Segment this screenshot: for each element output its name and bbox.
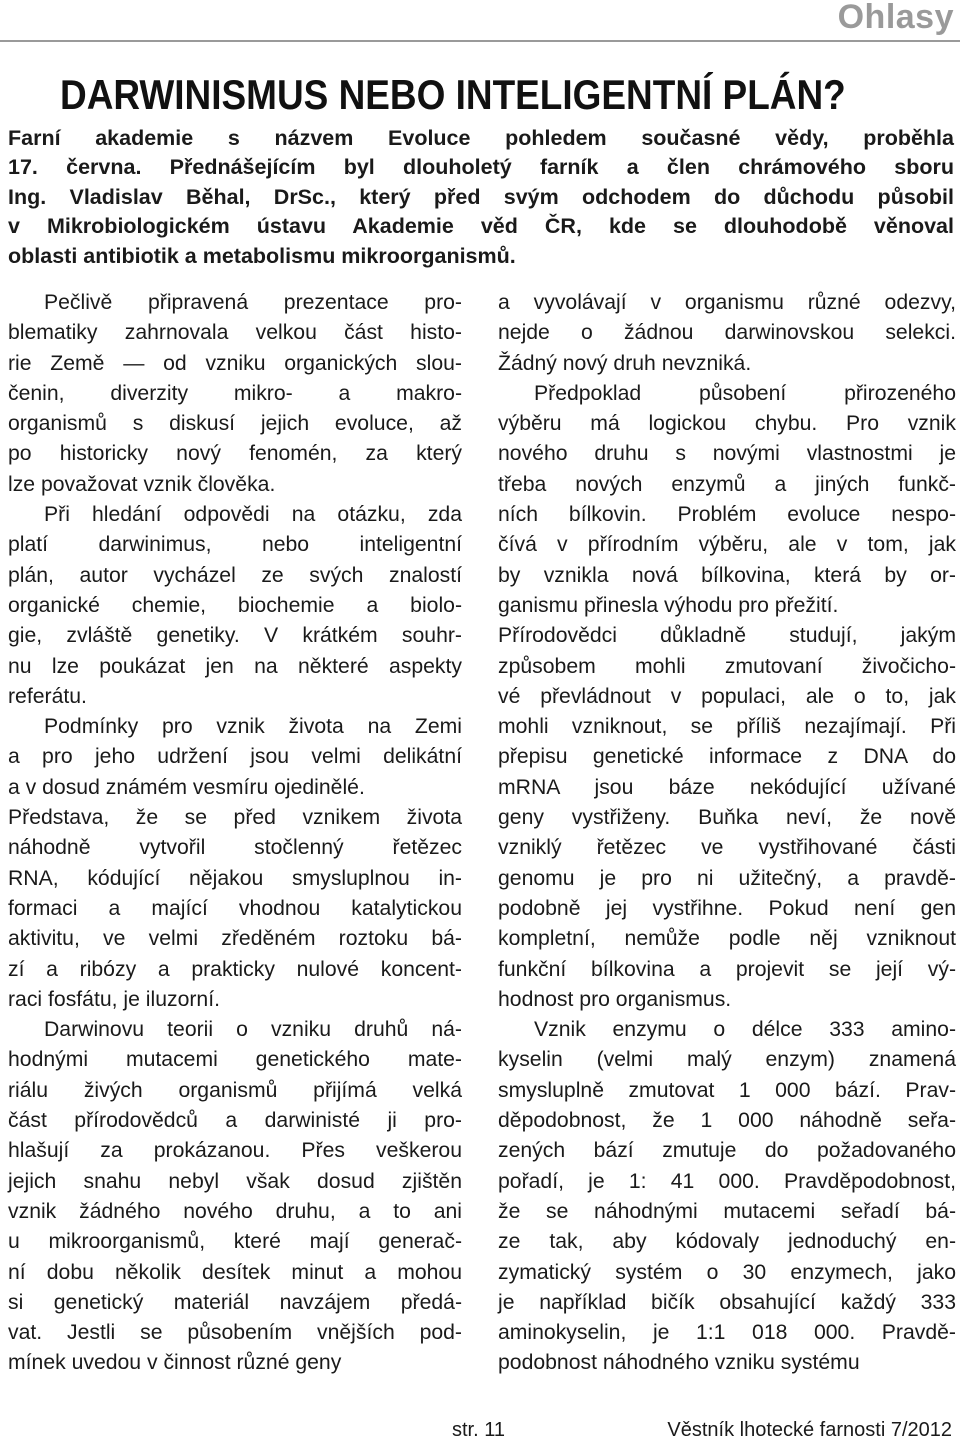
text-line: RNA, kódující nějakou smysluplnou in- [8, 866, 462, 890]
text-line: mínek uvedou v činnost různé geny [8, 1351, 342, 1375]
text-line: smysluplně zmutovat 1 000 bází. Prav- [498, 1078, 956, 1102]
text-line: a vyvolávají v organismu různé odezvy, [498, 291, 956, 314]
text-line: náhodně vytvořil stočlenný řetězec [8, 836, 462, 860]
text-line: ní dobu několik desítek minut a mohou [8, 1260, 462, 1284]
text-line: u mikroorganismů, které mají generač- [8, 1230, 462, 1254]
article-lead [8, 124, 954, 271]
text-line: vznik žádného nového druhu, a to ani [8, 1199, 462, 1223]
text-line: geny vystřiženy. Buňka neví, že nově [498, 806, 956, 830]
text-line: formaci a mající vhodnou katalytickou [8, 896, 462, 920]
text-line: část přírodovědců a darwinisté ji pro- [8, 1109, 462, 1133]
text-line: hodnými mutacemi genetického mate- [8, 1048, 462, 1072]
text-line: organické chemie, biochemie a biolo- [8, 593, 462, 617]
article-title: DARWINISMUS NEBO INTELIGENTNÍ PLÁN? [60, 71, 846, 118]
text-line: funkční bílkovina a projevit se její vý- [498, 957, 956, 981]
text-line: ních bílkovin. Problém evoluce nespo- [498, 503, 956, 527]
text-line: Předpoklad působení přirozeného [534, 381, 956, 405]
article-column-right [498, 288, 956, 1379]
lead-line: Ing. Vladislav Běhal, DrSc., který před svým odchodem do důchodu působil [8, 184, 954, 209]
publication-name: Věstník lhotecké farnosti 7/2012 [667, 1419, 952, 1441]
text-line: přepisu genetické informace z DNA do [498, 745, 956, 769]
text-line: podobně jej vystřihne. Pokud není gen [498, 896, 956, 920]
text-line: mohli vzniknout, se příliš nezajímají. Při [498, 715, 956, 739]
text-line: referátu. [8, 684, 87, 708]
lead-line: v Mikrobiologickém ústavu Akademie věd ČR, kde se dlouhodobě věnoval [8, 214, 954, 239]
text-line: Žádný nový druh nevzniká. [498, 351, 752, 375]
text-line: by vznikla nová bílkovina, která by or- [498, 563, 956, 587]
text-line: vat. Jestli se působením vnějších pod- [8, 1321, 462, 1345]
text-line: vzniklý řetězec ve vystřihované části [498, 836, 956, 860]
text-line: děpodobnost, že 1 000 náhodně seřa- [498, 1109, 956, 1133]
text-line: kompletní, nemůže podle něj vzniknout [498, 927, 956, 951]
section-label: Ohlasy [837, 0, 954, 36]
text-line: gie, zvláště genetiky. V krátkém souhr- [8, 624, 462, 648]
text-line: pořadí, je 1: 41 000. Pravděpodobnost, [498, 1169, 956, 1193]
text-line: nejde o žádnou darwinovskou selekci. [498, 321, 956, 345]
text-line: že se náhodnými mutacemi seřadí bá- [498, 1199, 956, 1223]
text-line: blematiky zahrnovala velkou část histo- [8, 321, 462, 345]
page-number: str. 11 [452, 1419, 505, 1441]
text-line: mRNA jsou báze nekódující užívané [498, 775, 956, 799]
text-line: ganismu přinesla výhodu pro přežití. [498, 593, 839, 617]
text-line: způsobem mohli zmutovaní živočicho- [498, 654, 956, 678]
text-line: jejich snahu nebyl však dosud zjištěn [8, 1169, 462, 1193]
text-line: lze považovat vznik člověka. [8, 472, 276, 496]
header-rule [0, 40, 960, 42]
text-line: hlašují za prokázanou. Přes veškerou [8, 1139, 462, 1163]
text-line: podobnost náhodného vzniku systému [498, 1351, 860, 1375]
text-line: Přírodovědci důkladně studují, jakým [498, 624, 956, 648]
article-column-left [8, 288, 462, 1379]
text-line: zených bází zmutuje do požadovaného [498, 1139, 956, 1163]
text-line: je například bičík obsahující každý 333 [498, 1290, 956, 1314]
text-line: třeba nových enzymů a jiných funkč- [498, 472, 956, 496]
text-line: Při hledání odpovědi na otázku, zda [44, 503, 462, 527]
text-line: vé převládnout v populaci, ale o to, jak [498, 684, 956, 708]
lead-line: oblasti antibiotik a metabolismu mikroorganismů. [8, 243, 516, 268]
text-line: plán, autor vycházel ze svých znalostí [8, 563, 462, 587]
text-line: si genetický materiál navzájem předá- [8, 1290, 462, 1314]
text-line: aktivitu, ve velmi zředěném roztoku bá- [8, 927, 462, 951]
text-line: čívá v přírodním výběru, ale v tom, jak [498, 533, 956, 557]
text-line: Představa, že se před vznikem života [8, 806, 462, 830]
text-line: a v dosud známém vesmíru ojedinělé. [8, 775, 365, 799]
text-line: čenin, diverzity mikro- a makro- [8, 381, 462, 405]
text-line: rie Země — od vzniku organických slou- [8, 351, 462, 375]
text-line: hodnost pro organismus. [498, 987, 732, 1011]
text-line: ze tak, aby kódovaly jednoduchý en- [498, 1230, 956, 1254]
text-line: aminokyselin, je 1:1 018 000. Pravdě- [498, 1321, 956, 1345]
text-line: kyselin (velmi malý enzym) znamená [498, 1048, 956, 1072]
text-line: riálu živých organismů přijímá velká [8, 1078, 462, 1102]
lead-line: 17. června. Přednášejícím byl dlouholetý farník a člen chrámového sboru [8, 155, 954, 180]
text-line: a pro jeho udržení jsou velmi delikátní [8, 745, 462, 769]
text-line: nu lze poukázat jen na některé aspekty [8, 654, 462, 678]
text-line: Pečlivě připravená prezentace pro- [44, 291, 462, 314]
text-line: zí a ribózy a prakticky nulové koncent- [8, 957, 462, 981]
text-line: Podmínky pro vznik života na Zemi [44, 715, 462, 739]
text-line: nového druhu s novými vlastnostmi je [498, 442, 956, 466]
text-line: organismů s diskusí jejich evoluce, až [8, 412, 462, 436]
text-line: zymatický systém o 30 enzymech, jako [498, 1260, 956, 1284]
text-line: platí darwinimus, nebo inteligentní [8, 533, 462, 557]
text-line: raci fosfátu, je iluzorní. [8, 987, 220, 1011]
text-line: po historicky nový fenomén, za který [8, 442, 462, 466]
text-line: výběru má logickou chybu. Pro vznik [498, 412, 956, 436]
text-line: Darwinovu teorii o vzniku druhů ná- [44, 1018, 462, 1042]
text-line: genomu je pro ni užitečný, a pravdě- [498, 866, 956, 890]
text-line: Vznik enzymu o délce 333 amino- [534, 1018, 956, 1042]
lead-line: Farní akademie s názvem Evoluce pohledem současné vědy, proběhla [8, 126, 954, 150]
